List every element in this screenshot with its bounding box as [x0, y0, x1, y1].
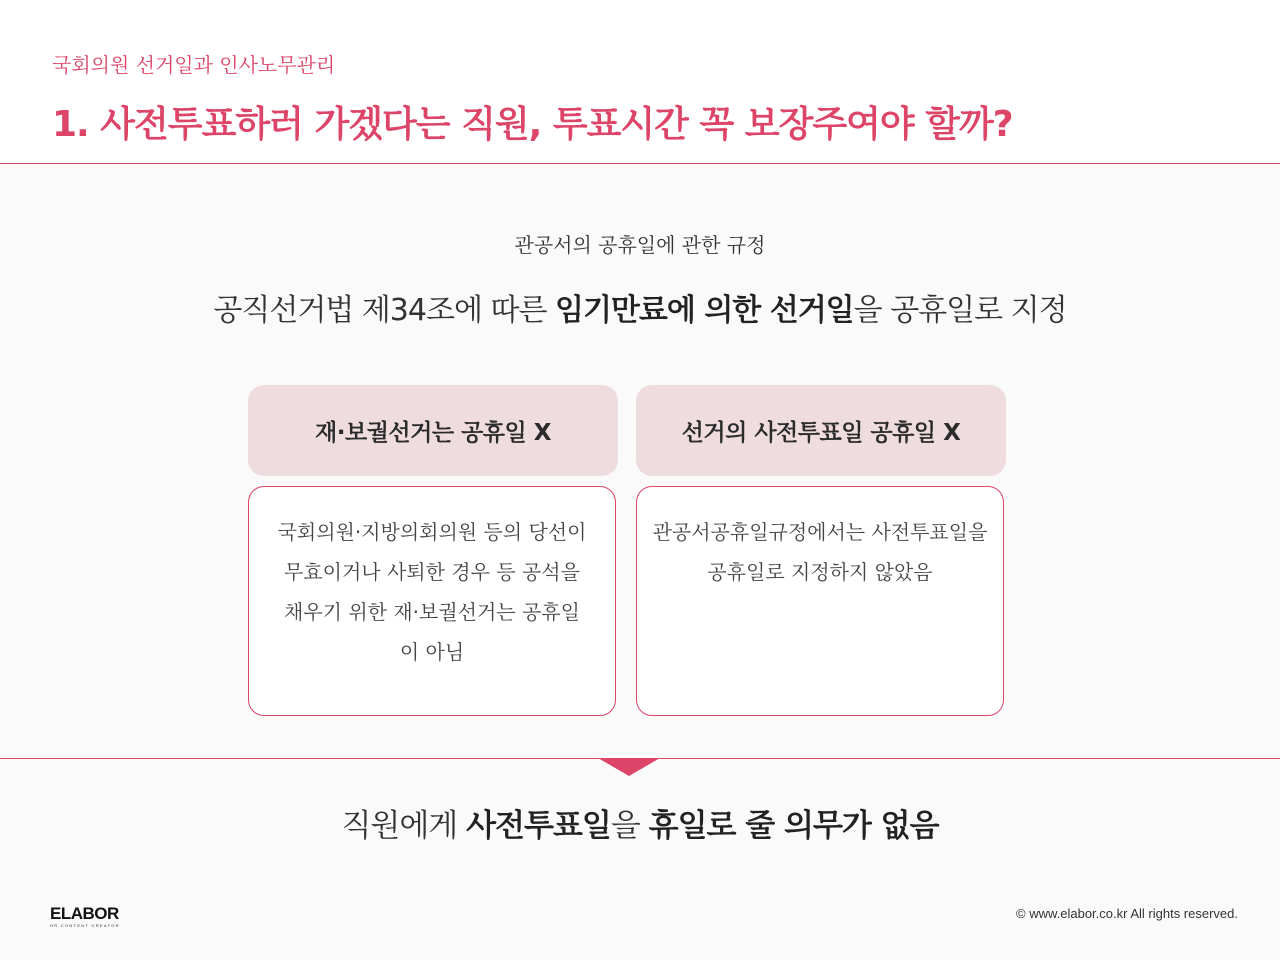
copyright-notice: © www.elabor.co.kr All rights reserved.	[1016, 906, 1238, 921]
logo-tagline: HR CONTENT CREATOR	[50, 923, 120, 928]
header-band	[0, 0, 1280, 164]
elabor-logo	[50, 905, 120, 928]
logo-wordmark: ELABOR	[50, 904, 119, 923]
page-title: 1. 사전투표하러 가겠다는 직원, 투표시간 꼭 보장주여야 할까?	[52, 104, 1013, 145]
lead-text-bold: 임기만료에 의한 선거일	[554, 293, 854, 328]
conclusion-text-1: 직원에게	[341, 808, 467, 844]
section-caption: 관공서의 공휴일에 관한 규정	[514, 233, 766, 257]
lead-text-after: 을 공휴일로 지정	[853, 293, 1067, 328]
card-heading-early-voting: 선거의 사전투표일 공휴일 X	[636, 385, 1006, 476]
conclusion-statement	[0, 800, 1280, 845]
card-body-text: 국회의원·지방의회의원 등의 당선이 무효이거나 사퇴한 경우 등 공석을 채우기 위한 재·보궐선거는 공휴일이 아님	[277, 520, 587, 664]
down-arrow-icon	[598, 758, 660, 776]
lead-statement	[0, 285, 1280, 329]
series-subtitle: 국회의원 선거일과 인사노무관리	[52, 53, 336, 77]
card-body-by-election	[248, 486, 616, 716]
header-divider	[0, 163, 1280, 164]
card-body-early-voting	[636, 486, 1004, 716]
lead-text-before: 공직선거법 제34조에 따른	[213, 293, 555, 328]
conclusion-text-2: 을	[610, 808, 649, 844]
card-body-text: 관공서공휴일규정에서는 사전투표일을 공휴일로 지정하지 않았음	[652, 520, 988, 584]
conclusion-bold-2: 휴일로 줄 의무가 없음	[648, 808, 939, 844]
conclusion-bold-1: 사전투표일	[466, 808, 611, 844]
card-heading-by-election: 재·보궐선거는 공휴일 X	[248, 385, 618, 476]
